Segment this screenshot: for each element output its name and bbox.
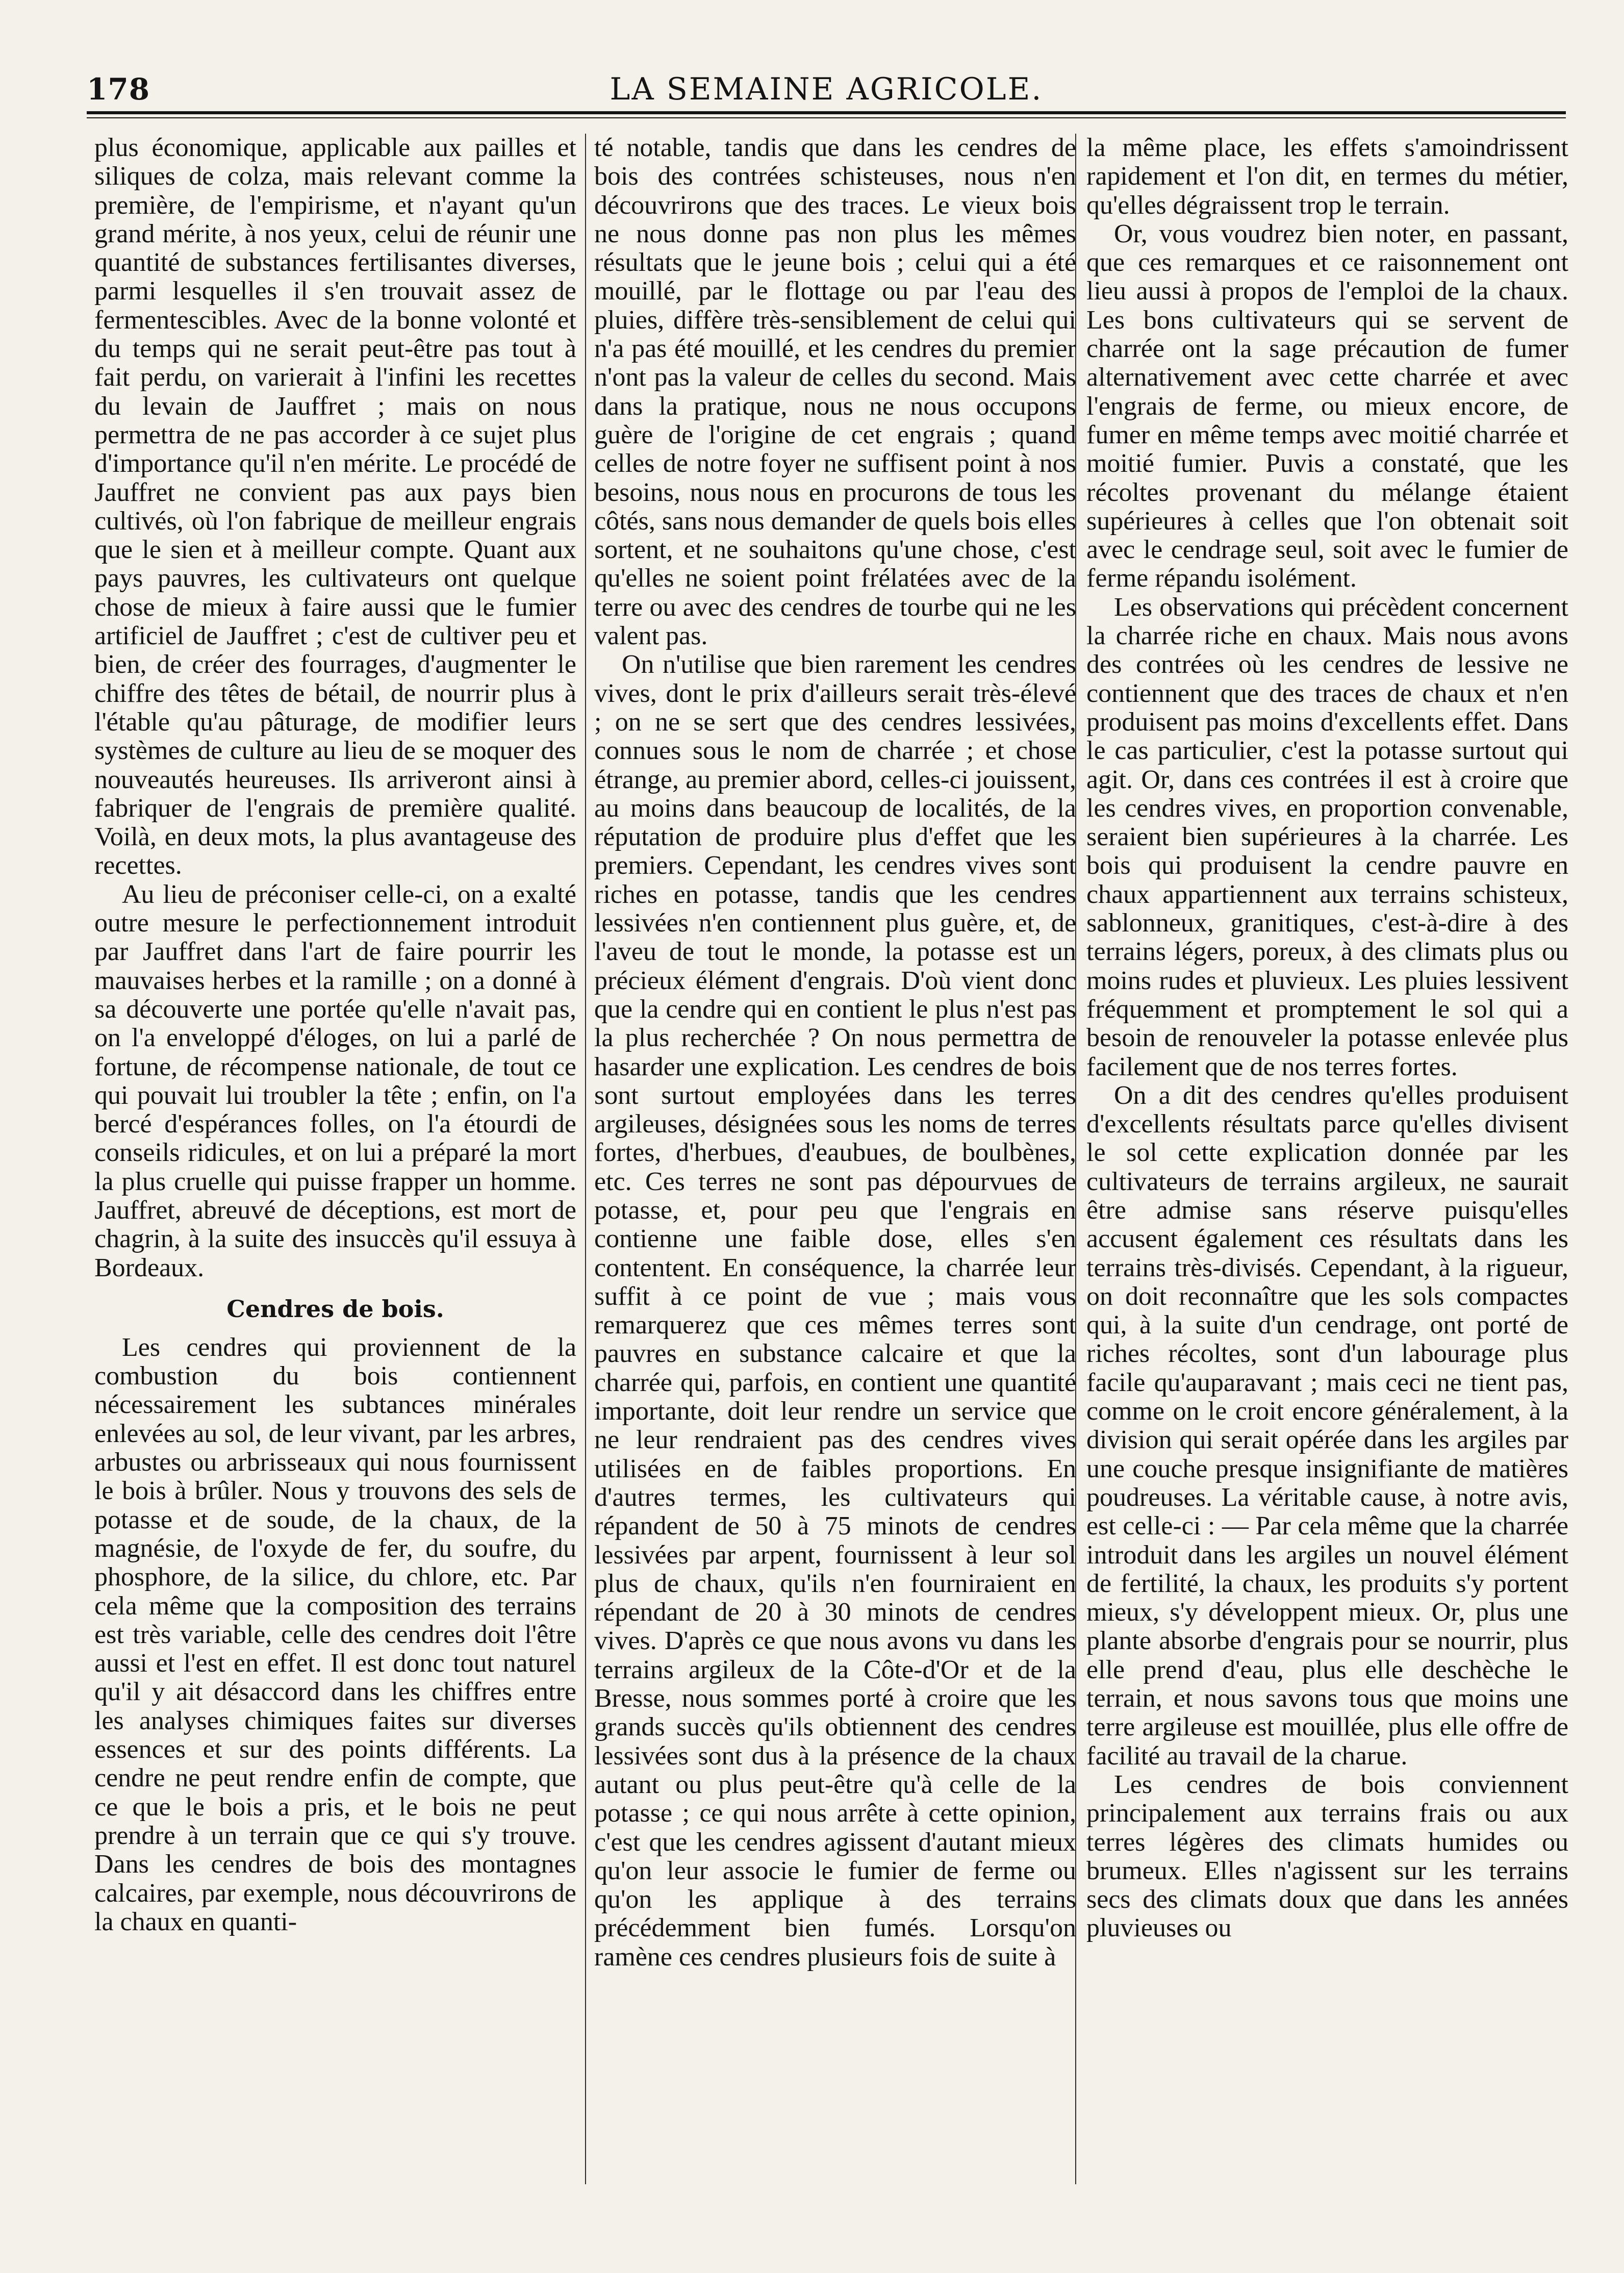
journal-title: LA SEMAINE AGRICOLE. — [610, 71, 1043, 107]
paragraph: Les observations qui précèdent concernent la charrée riche en chaux. Mais nous avons des contrées où les cendres de lessive ne contiennent que des traces de chaux et n'en produisent pas moins d'excellents effet. Dans le cas particulier, c'est la potasse surtout qui agit. Or, dans ces contrées il est à croire que les cendres vives, en proportion convenable, seraient bien supérieures à la charrée. Les bois qui produisent la cendre pauvre en chaux appartiennent aux terrains schisteux, sablonneux, granitiques, c'est-à-dire à des terrains légers, poreux, à des climats plus ou moins rudes et pluvieux. Les pluies lessivent fréquemment et promptement le sol qui a besoin de renouveler la potasse enlevée plus facilement que de nos terres fortes. — [1086, 592, 1568, 1081]
paragraph: Les cendres qui proviennent de la combustion du bois contiennent nécessairement les subtances minérales enlevées au sol, de leur vivant, par les arbres, arbustes ou arbrisseaux qui nous fournissent le bois à brûler. Nous y trouvons des sels de potasse et de soude, de la chaux, de la magnésie, de l'oxyde de fer, du soufre, du phosphore, de la silice, du chlore, etc. Par cela même que la composition des terrains est très variable, celle des cendres doit l'être aussi et l'est en effet. Il est donc tout naturel qu'il y ait désaccord dans les chiffres entre les analyses chimiques faites sur diverses essences et sur des points différents. La cendre ne peut rendre enfin de compte, que ce que le bois a pris, et le bois ne peut prendre à un terrain que ce qui s'y trouve. Dans les cendres de bois des montagnes calcaires, par exemple, nous découvrirons de la chaux en quanti- — [94, 1332, 576, 1936]
page-number: 178 — [87, 72, 150, 107]
column-2 — [594, 134, 1076, 2184]
paragraph: la même place, les effets s'amoindrissent rapidement et l'on dit, en termes du métier, qu'elles dégraissent trop le terrain. — [1086, 134, 1568, 220]
page-header — [87, 71, 1566, 107]
header-rule-thin — [87, 117, 1566, 118]
paragraph: plus économique, applicable aux pailles et siliques de colza, mais relevant comme la première, de l'empirisme, et n'ayant qu'un grand mérite, à nos yeux, celui de réunir une quantité de substances fertilisantes diverses, parmi lesquelles il s'en trouvait assez de fermentescibles. Avec de la bonne volonté et du temps qui ne serait peut-être pas tout à fait perdu, on varierait à l'infini les recettes du levain de Jauffret ; mais on nous permettra de ne pas accorder à ce sujet plus d'importance qu'il n'en mérite. Le procédé de Jauffret ne convient pas aux pays bien cultivés, où l'on fabrique de meilleur engrais que le sien et à meilleur compte. Quant aux pays pauvres, les cultivateurs ont quelque chose de mieux à faire aussi que le fumier artificiel de Jauffret ; c'est de cultiver peu et bien, de créer des fourrages, d'augmenter le chiffre des têtes de bétail, de nourrir plus à l'étable qu'au pâturage, de modifier leurs systèmes de culture au lieu de se moquer des nouveautés heureuses. Ils arriveront ainsi à fabriquer de l'engrais de première qualité. Voilà, en deux mots, la plus avantageuse des recettes. — [94, 134, 576, 880]
section-heading: Cendres de bois. — [226, 1295, 444, 1323]
paragraph: On a dit des cendres qu'elles produisent d'excellents résultats parce qu'elles divisent le sol cette explication donnée par les cultivateurs de terrains argileux, ne saurait être admise sans réserve puisqu'elles accusent également ces résultats dans les terrains très-divisés. Cependant, à la rigueur, on doit reconnaître que les sols compactes qui, à la suite d'un cendrage, ont porté de riches récoltes, sont d'un labourage plus facile qu'auparavant ; mais ceci ne tient pas, comme on le croit encore généralement, à la division qui serait opérée dans les argiles par une couche presque insignifiante de matières poudreuses. La véritable cause, à notre avis, est celle-ci : — Par cela même que la charrée introduit dans les argiles un nouvel élément de fertilité, la chaux, les produits s'y portent mieux, s'y développent mieux. Or, plus une plante absorbe d'engrais pour se nourrir, plus elle prend d'eau, plus elle deschèche le terrain, et nous savons tous que moins une terre argileuse est mouillée, plus elle offre de facilité au travail de la charue. — [1086, 1080, 1568, 1771]
paragraph: On n'utilise que bien rarement les cendres vives, dont le prix d'ailleurs serait très-élevé ; on ne se sert que des cendres lessivées, connues sous le nom de charrée ; et chose étrange, au premier abord, celles-ci jouissent, au moins dans beaucoup de localités, de la réputation de produire plus d'effet que les premiers. Cependant, les cendres vives sont riches en potasse, tandis que les cendres lessivées n'en contiennent plus guère, et, de l'aveu de tout le monde, la potasse est un précieux élément d'engrais. D'où vient donc que la cendre qui en contient le plus n'est pas la plus recherchée ? On nous permettra de hasarder une explication. Les cendres de bois sont surtout employées dans les terres argileuses, désignées sous les noms de terres fortes, d'herbues, d'eaubues, de boulbènes, etc. Ces terres ne sont pas dépourvues de potasse, et, pour peu que l'engrais en contienne une faible dose, elles s'en contentent. En conséquence, la charrée leur suffit à ce point de vue ; mais vous remarquerez que ces mêmes terres sont pauvres en substance calcaire et que la charrée qui, parfois, en contient une quantité importante, doit leur rendre un service que ne leur rendraient pas des cendres vives utilisées en de faibles proportions. En d'autres termes, les cultivateurs qui répandent de 50 à 75 minots de cendres lessivées par arpent, fournissent à leur sol plus de chaux, qu'ils n'en fourniraient en répendant de 20 à 30 minots de cendres vives. D'après ce que nous avons vu dans les terrains argileux de la Côte-d'Or et de la Bresse, nous sommes porté à croire que les grands succès qu'ils obtiennent des cendres lessivées sont dus à la présence de la chaux autant ou plus peut-être qu'à celle de la potasse ; ce qui nous arrête à cette opinion, c'est que les cendres agissent d'autant mieux qu'on leur associe le fumier de ferme ou qu'on les applique à des terrains précédemment bien fumés. Lorsqu'on ramène ces cendres plusieurs fois de suite à — [594, 650, 1076, 1972]
paragraph: Or, vous voudrez bien noter, en passant, que ces remarques et ce raisonnement ont lieu aussi à propos de l'emploi de la chaux. Les bons cultivateurs qui se servent de charrée ont la sage précaution de fumer alternativement avec cette charrée et avec l'engrais de ferme, ou mieux encore, de fumer en même temps avec moitié charrée et moitié fumier. Puvis a constaté, que les récoltes provenant du mélange étaient supérieures à celles que l'on obtenait soit avec le cendrage seul, soit avec le fumier de ferme répandu isolément. — [1086, 219, 1568, 593]
paragraph: Au lieu de préconiser celle-ci, on a exalté outre mesure le perfectionnement introduit par Jauffret dans l'art de faire pourrir les mauvaises herbes et la ramille ; on a donné à sa découverte une portée qu'elle n'avait pas, on l'a enveloppé d'éloges, on lui a parlé de fortune, de récompense nationale, de tout ce qui pouvait lui troubler la tête ; enfin, on l'a bercé d'espérances folles, on l'a étourdi de conseils ridicules, et on lui a préparé la mort la plus cruelle qui puisse frapper un homme. Jauffret, abreuvé de déceptions, est mort de chagrin, à la suite des insuccès qu'il essuya à Bordeaux. — [94, 879, 576, 1282]
column-1 — [94, 134, 576, 2184]
paragraph: Les cendres de bois conviennent principalement aux terrains frais ou aux terres légères des climats humides ou brumeux. Elles n'agissent sur les terrains secs des climats doux que dans les années pluvieuses ou — [1086, 1770, 1568, 1943]
header-rule-thick — [87, 111, 1566, 114]
column-3 — [1086, 134, 1568, 2184]
column-divider-1 — [585, 134, 586, 2184]
paragraph: té notable, tandis que dans les cendres de bois des contrées schisteuses, nous n'en découvrirons que des traces. Le vieux bois ne nous donne pas non plus les mêmes résultats que le jeune bois ; celui qui a été mouillé, par le flottage ou par l'eau des pluies, diffère très-sensiblement de celui qui n'a pas été mouillé, et les cendres du premier n'ont pas la valeur de celles du second. Mais dans la pratique, nous ne nous occupons guère de l'origine de cet engrais ; quand celles de notre foyer ne suffisent point à nos besoins, nous nous en procurons de tous les côtés, sans nous demander de quels bois elles sortent, et ne souhaitons qu'une chose, c'est qu'elles ne soient point frélatées avec de la terre ou avec des cendres de tourbe qui ne les valent pas. — [594, 134, 1076, 651]
